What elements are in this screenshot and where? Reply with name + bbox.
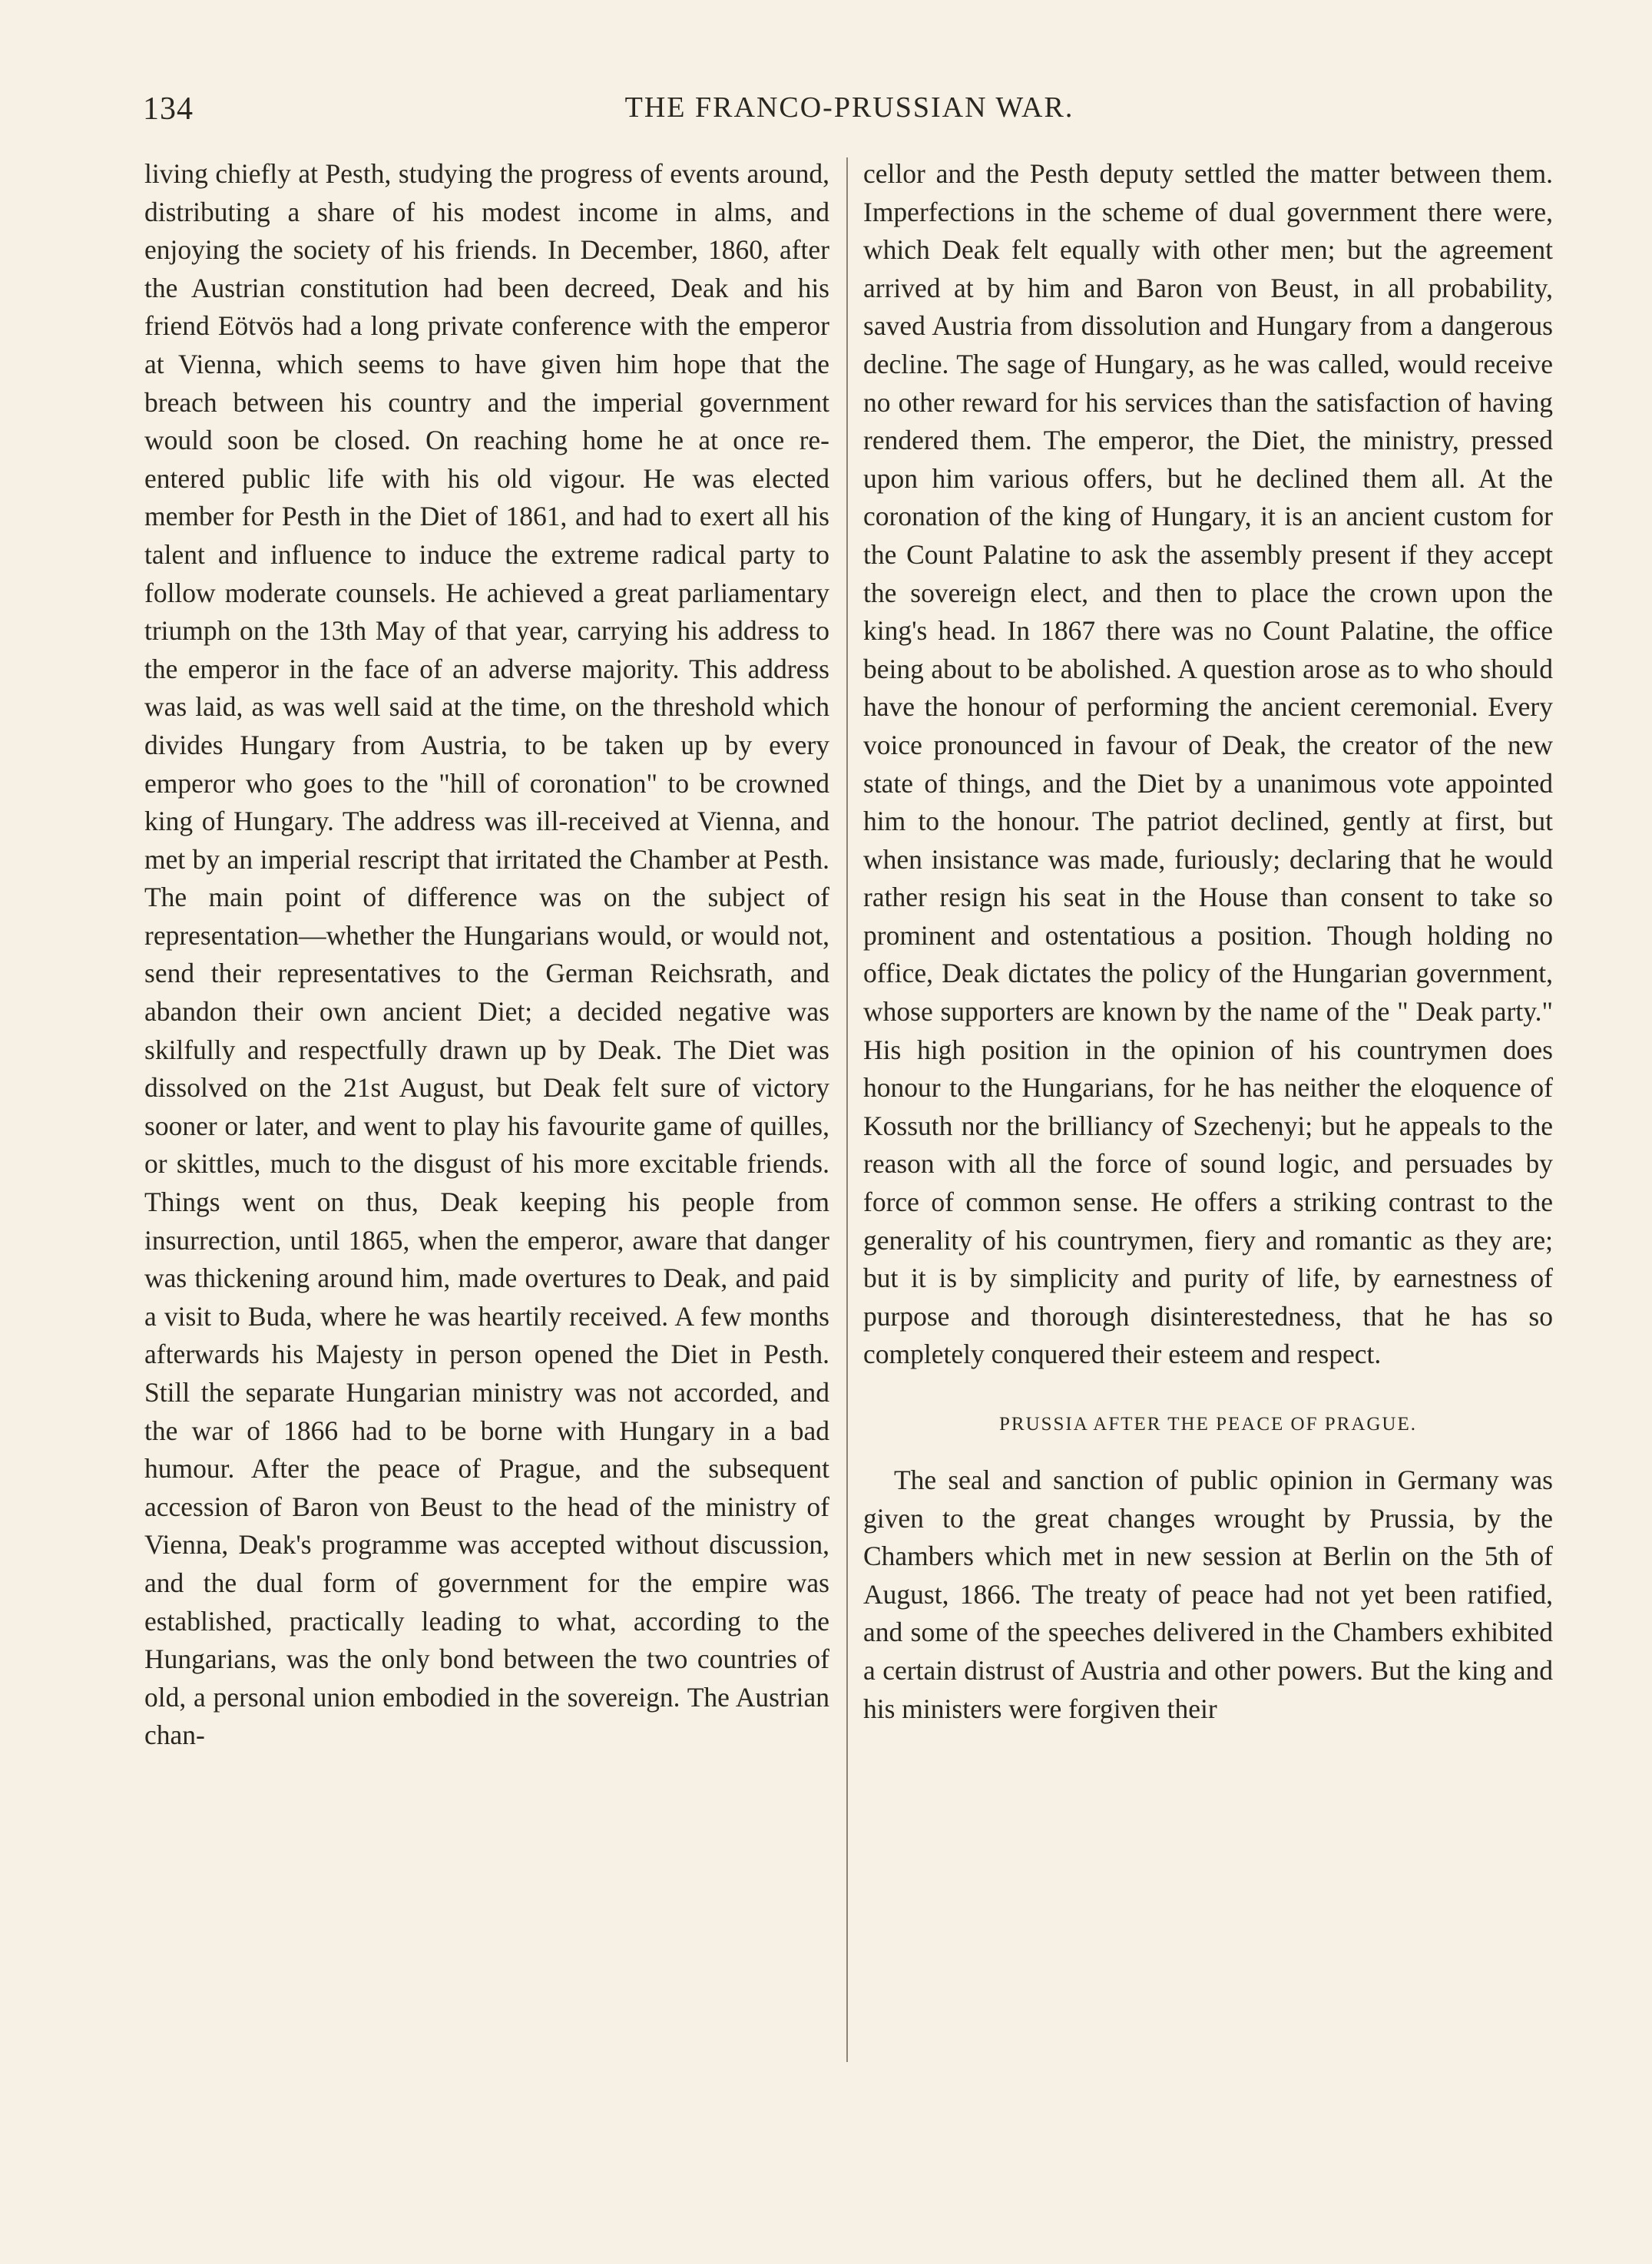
section-paragraph: The seal and sanction of public opinion in Germany was given to the great changes wrought by Prussia, by the Chambers which met in new session at Berlin on the 5th of August, 1866. The treaty of peace had not yet been ratified, and some of the speeches delivered in the Chambers exhibited a certain distrust of Austria and other powers. But the king and his ministers were forgiven their <box>863 1465 1553 1724</box>
left-column <box>144 155 829 1755</box>
left-column-text: living chiefly at Pesth, studying the progress of events around, distributing a share of his modest income in alms, and enjoying the society of his friends. In December, 1860, after the Austrian constitution had been decreed, Deak and his friend Eötvös had a long private conference with the emperor at Vienna, which seems to have given him hope that the breach between his country and the imperial government would soon be closed. On reaching home he at once re-entered public life with his old vigour. He was elected member for Pesth in the Diet of 1861, and had to exert all his talent and influence to induce the extreme radical party to follow moderate counsels. He achieved a great parliamentary triumph on the 13th May of that year, carrying his address to the emperor in the face of an adverse majority. This address was laid, as was well said at the time, on the threshold which divides Hungary from Austria, to be taken up by every emperor who goes to the "hill of coronation" to be crowned king of Hungary. The address was ill-received at Vienna, and met by an imperial rescript that irritated the Chamber at Pesth. The main point of difference was on the subject of representation—whether the Hungarians would, or would not, send their representatives to the German Reichsrath, and abandon their own ancient Diet; a decided negative was skilfully and respectfully drawn up by Deak. The Diet was dissolved on the 21st August, but Deak felt sure of victory sooner or later, and went to play his favourite game of quilles, or skittles, much to the disgust of his more excitable friends. Things went on thus, Deak keeping his people from insurrection, until 1865, when the emperor, aware that danger was thickening around him, made overtures to Deak, and paid a visit to Buda, where he was heartily received. A few months afterwards his Majesty in person opened the Diet in Pesth. Still the separate Hungarian ministry was not accorded, and the war of 1866 had to be borne with Hungary in a bad humour. After the peace of Prague, and the subsequent accession of Baron von Beust to the head of the ministry of Vienna, Deak's programme was accepted without discussion, and the dual form of government for the empire was established, practically leading to what, according to the Hungarians, was the only bond between the two countries of old, a personal union embodied in the sovereign. The Austrian chan- <box>144 158 829 1751</box>
right-column-text: cellor and the Pesth deputy settled the matter between them. Imperfections in the scheme of dual government there were, which Deak felt equally with other men; but the agreement arrived at by him and Baron von Beust, in all probability, saved Austria from dissolution and Hungary from a dangerous decline. The sage of Hungary, as he was called, would receive no other reward for his services than the satisfaction of having rendered them. The emperor, the Diet, the ministry, pressed upon him various offers, but he declined them all. At the coronation of the king of Hungary, it is an ancient custom for the Count Palatine to ask the assembly present if they accept the sovereign elect, and then to place the crown upon the king's head. In 1867 there was no Count Palatine, the office being about to be abolished. A question arose as to who should have the honour of performing the ancient ceremonial. Every voice pronounced in favour of Deak, the creator of the new state of things, and the Diet by a unanimous vote appointed him to the honour. The patriot declined, gently at first, but when insistance was made, furiously; declaring that he would rather resign his seat in the House than consent to take so prominent and ostentatious a position. Though holding no office, Deak dictates the policy of the Hungarian government, whose supporters are known by the name of the " Deak party." His high position in the opinion of his countrymen does honour to the Hungarians, for he has neither the eloquence of Kossuth nor the brilliancy of Szechenyi; but he appeals to the reason with all the force of sound logic, and persuades by force of common sense. He offers a striking contrast to the generality of his countrymen, fiery and romantic as they are; but it is by simplicity and purity of life, by earnestness of purpose and thorough disinterestedness, that he has so completely conquered their esteem and respect. <box>863 158 1553 1370</box>
right-column <box>863 155 1553 1728</box>
page-header <box>143 91 1556 137</box>
column-divider <box>846 157 848 2062</box>
running-title: THE FRANCO-PRUSSIAN WAR. <box>624 91 1074 124</box>
section-heading: PRUSSIA AFTER THE PEACE OF PRAGUE. <box>998 1414 1418 1435</box>
page-number: 134 <box>143 91 194 127</box>
